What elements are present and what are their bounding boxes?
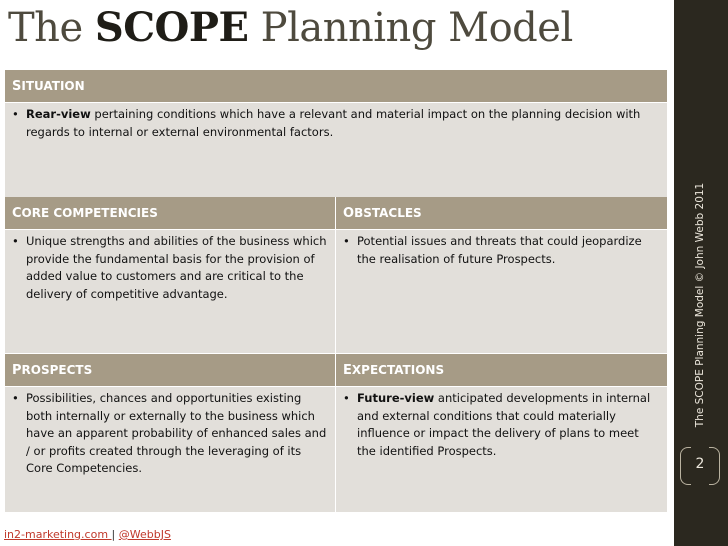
expectations-header-cap: E (343, 363, 352, 378)
situation-header-cap: S (12, 79, 22, 94)
situation-bullet-bold: Rear-view (26, 107, 91, 121)
copyright-vertical-text: The SCOPE Planning Model © John Webb 2011 (694, 182, 706, 428)
slide-title (8, 4, 573, 51)
expectations-header (336, 354, 667, 386)
twitter-link[interactable]: @WebbJS (118, 528, 171, 541)
prospects-header-rest: ROSPECTS (21, 363, 93, 377)
prospects-body (5, 387, 335, 512)
situation-bullet: • Rear-view pertaining conditions which have a relevant and material impact on the planning decision with regards to internal or external environmental factors. (12, 107, 641, 139)
obstacles-bullet: • Potential issues and threats that could jeopardize the realisation of future Prospects. (343, 233, 659, 268)
page-number-badge (680, 447, 720, 485)
core-bullet-text: Unique strengths and abilities of the business which provide the fundamental basis for the provision of added value to customers and are critical to the delivery of competitive advantage. (26, 234, 327, 301)
title-prefix: The (8, 5, 95, 51)
footer (4, 528, 171, 541)
situation-body (5, 103, 667, 197)
expectations-bullet: • Future-view anticipated developments in internal and external conditions that could materially influence or impact the delivery of plans to meet the identified Prospects. (343, 391, 651, 458)
scope-table (5, 70, 667, 512)
title-bold: SCOPE (94, 4, 249, 51)
expectations-bullet-bold: Future-view (357, 391, 435, 405)
footer-separator: | (111, 528, 119, 541)
prospects-bullet-text: Possibilities, chances and opportunities existing both internally or externally to the business which have an apparent probability of enhanced sales and / or profits created through the leveraging of its Core Competencies. (26, 391, 327, 475)
situation-bullet-text: pertaining conditions which have a relevant and material impact on the planning decision with regards to internal or external environmental factors. (26, 107, 641, 139)
obstacles-header-cap: O (343, 206, 355, 221)
obstacles-header-rest: BSTACLES (354, 206, 422, 220)
situation-header-rest: ITUATION (21, 79, 85, 93)
core-competencies-body (5, 230, 335, 353)
core-competencies-header (5, 197, 335, 229)
core-header-rest: ORE COMPETENCIES (21, 206, 158, 220)
obstacles-bullet-text: Potential issues and threats that could jeopardize the realisation of future Prospects. (357, 234, 642, 266)
prospects-header (5, 354, 335, 386)
page-number: 2 (695, 456, 705, 472)
expectations-body (336, 387, 667, 512)
obstacles-header (336, 197, 667, 229)
expectations-bullet-text: anticipated developments in internal and external conditions that could materially influence or impact the delivery of plans to meet the identified Prospects. (357, 391, 651, 458)
obstacles-body (336, 230, 667, 353)
expectations-header-rest: XPECTATIONS (351, 363, 445, 377)
website-link[interactable]: in2-marketing.com (4, 528, 112, 541)
title-suffix: Planning Model (248, 5, 573, 51)
prospects-bullet: • Possibilities, chances and opportunities existing both internally or externally to the business which have an apparent probability of enhanced sales and / or profits created through the leveraging of its Core Competencies. (12, 390, 327, 478)
core-bullet: • Unique strengths and abilities of the business which provide the fundamental basis for the provision of added value to customers and are critical to the delivery of competitive advantage. (12, 233, 327, 303)
core-header-cap: C (12, 206, 22, 221)
prospects-header-cap: P (12, 363, 22, 378)
situation-header (5, 70, 667, 102)
